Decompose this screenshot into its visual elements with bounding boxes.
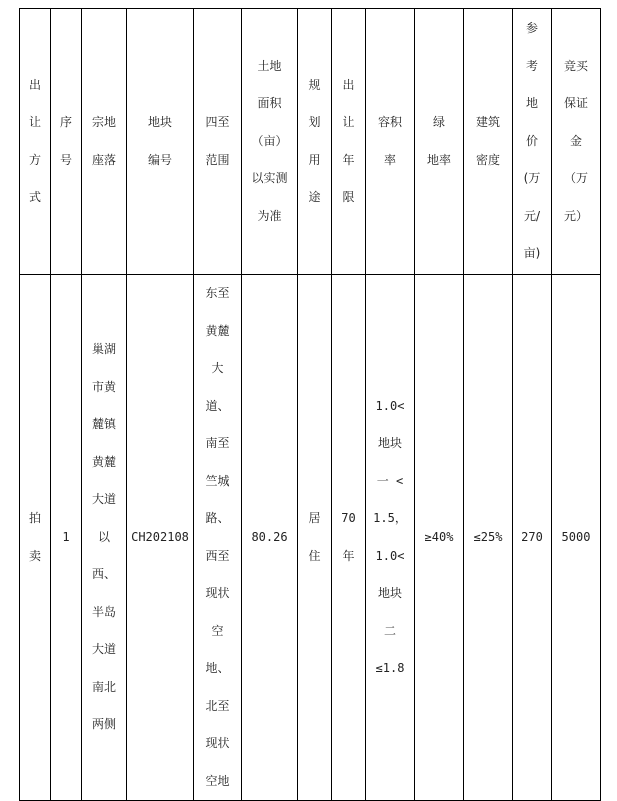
cell-line: ≤1.8 [375, 661, 405, 675]
land-transfer-table [19, 8, 601, 801]
cell-line: 地块 [147, 115, 172, 129]
cell-deposit: 5000 [552, 275, 601, 801]
cell-line: 地块 [377, 586, 402, 600]
cell-line: 价 [525, 133, 538, 148]
cell-line: 让 [28, 115, 41, 129]
header-boundaries [194, 9, 242, 275]
cell-ref-price: 270 [513, 275, 552, 801]
cell-line: 元） [563, 208, 588, 223]
cell-line: 大 [211, 361, 224, 375]
header-green [415, 9, 464, 275]
cell-line: 地、 [205, 661, 230, 675]
cell-line: 途 [308, 190, 321, 204]
cell-line: 方 [28, 152, 41, 167]
cell-far [366, 275, 415, 801]
cell-line: 空 [211, 623, 224, 638]
cell-line: 号 [59, 152, 72, 167]
header-usage [298, 9, 332, 275]
cell-line: 建筑 [475, 115, 500, 129]
cell-line: 宗地 [91, 115, 116, 129]
cell-seq: 1 [51, 275, 82, 801]
cell-line: 密度 [475, 152, 500, 167]
cell-line: 现状 [205, 586, 230, 600]
cell-usage [298, 275, 332, 801]
cell-line: 地块 [377, 436, 402, 450]
cell-area: 80.26 [242, 275, 298, 801]
cell-line: 年 [342, 152, 355, 167]
cell-line: 1.5， [373, 511, 407, 525]
cell-line: 70 [341, 511, 356, 525]
cell-line: 竞买 [563, 58, 588, 73]
cell-line: 保证 [563, 96, 588, 111]
cell-line: 参 [525, 21, 538, 36]
cell-line: 居 [308, 511, 321, 525]
cell-line: 土地 [257, 58, 282, 73]
cell-line: 让 [342, 115, 355, 129]
cell-line: 率 [383, 152, 396, 167]
cell-line: 南至 [205, 436, 230, 450]
cell-line: 为准 [257, 208, 282, 223]
cell-plot-no: CH202108 [127, 275, 194, 801]
cell-line: 四至 [205, 115, 230, 129]
cell-line: 出 [342, 77, 355, 92]
cell-line: 巢湖 [91, 342, 116, 357]
header-far [366, 9, 415, 275]
cell-term [332, 275, 366, 801]
cell-line: 规 [308, 77, 321, 92]
cell-line: 住 [308, 548, 321, 563]
cell-line: 黄麓 [205, 323, 230, 338]
cell-line: 亩) [523, 246, 541, 261]
header-deposit [552, 9, 601, 275]
cell-line: 地率 [426, 152, 451, 167]
cell-line: 容积 [377, 115, 402, 129]
cell-line: 式 [28, 190, 41, 204]
cell-line: 市黄 [91, 379, 116, 394]
header-term [332, 9, 366, 275]
cell-line: 路、 [205, 511, 230, 525]
cell-line: (万 [523, 171, 541, 186]
cell-line: 限 [342, 190, 355, 204]
cell-location [82, 275, 127, 801]
cell-line: 年 [342, 548, 355, 563]
cell-line: 考 [525, 58, 538, 73]
cell-line: 黄麓 [91, 454, 116, 469]
header-plot-no [127, 9, 194, 275]
cell-line: 东至 [205, 286, 230, 300]
cell-line: 拍 [28, 511, 41, 525]
cell-line: 面积 [257, 96, 282, 111]
cell-line: 座落 [91, 152, 116, 167]
cell-line: 二 [383, 623, 396, 638]
cell-line: 序 [59, 115, 72, 129]
cell-line: 范围 [205, 152, 230, 167]
cell-line: 以实测 [251, 171, 288, 186]
header-row [20, 9, 601, 275]
cell-line: 竺城 [205, 473, 230, 488]
cell-line: 南北 [91, 679, 116, 694]
cell-line: 大道 [91, 642, 116, 657]
cell-line: 道、 [205, 398, 230, 413]
cell-line: 出 [28, 77, 41, 92]
cell-line: 地 [525, 96, 538, 111]
cell-line: 划 [308, 115, 321, 129]
cell-method [20, 275, 51, 801]
cell-line: （万 [563, 171, 588, 186]
cell-line: 空地 [205, 773, 230, 788]
cell-line: 大道 [91, 492, 116, 507]
cell-line: 西至 [205, 548, 230, 563]
cell-line: 北至 [205, 698, 230, 713]
table-row [20, 275, 601, 801]
cell-boundaries [194, 275, 242, 801]
header-method [20, 9, 51, 275]
cell-line: 两侧 [91, 717, 116, 732]
cell-line: 一 < [376, 473, 404, 488]
cell-density: ≤25% [464, 275, 513, 801]
cell-line: 用 [308, 152, 321, 167]
cell-line: 以 [97, 529, 110, 544]
cell-line: （亩） [251, 133, 288, 148]
cell-line: 1.0< [375, 548, 405, 563]
cell-line: 西、 [91, 567, 116, 582]
cell-line: 1.0< [375, 398, 405, 413]
cell-line: 麓镇 [91, 417, 116, 432]
cell-line: 半岛 [91, 604, 116, 619]
cell-line: 现状 [205, 736, 230, 750]
cell-line: 编号 [147, 152, 172, 167]
header-density [464, 9, 513, 275]
cell-line: 元/ [523, 208, 541, 223]
header-ref-price [513, 9, 552, 275]
header-area [242, 9, 298, 275]
header-location [82, 9, 127, 275]
cell-line: 金 [569, 133, 582, 148]
cell-green: ≥40% [415, 275, 464, 801]
header-seq [51, 9, 82, 275]
cell-line: 卖 [28, 548, 41, 563]
cell-line: 绿 [432, 115, 445, 129]
